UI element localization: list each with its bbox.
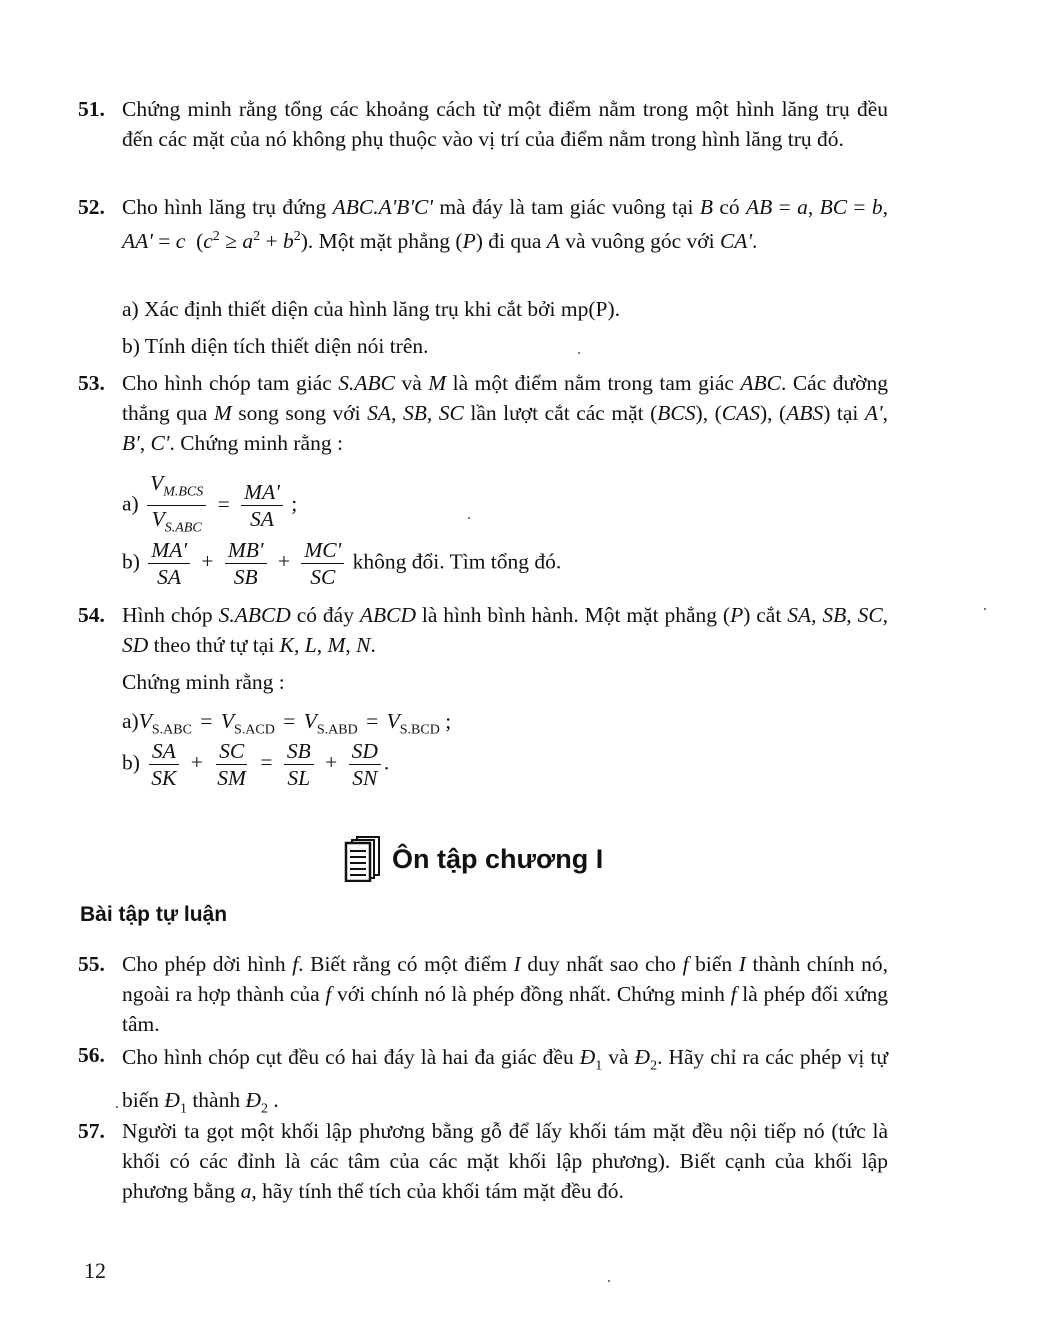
problem-text: Cho hình chóp tam giác S.ABC và M là một điểm nằm trong tam giác ABC. Các đường thẳng qua M song song với SA, SB, SC lần lượt cắt các mặt (BCS), (CAS), (ABS) tại A', B', C'. Chứng minh rằng : <box>122 371 889 455</box>
problem-52-part-a <box>78 294 888 324</box>
problem-57 <box>78 1116 888 1206</box>
problem-text: Cho phép dời hình f. Biết rằng có một điểm I duy nhất sao cho f biến I thành chính nó, ngoài ra hợp thành của f với chính nó là phép đồng nhất. Chứng minh f là phép đối xứng tâm. <box>122 952 889 1036</box>
formula-b: b) $\frac{MA'}{SA}$ + $\frac{MB'}{SB}$ + $\frac{MC'}{SC}$ không đổi. Tìm tổng đó. <box>122 538 562 589</box>
scan-speck <box>608 1280 610 1282</box>
scan-speck <box>116 1106 118 1108</box>
formula-a: a) $\frac{V_{M.BCS}}{V_{S.ABC}}$ = $\frac{MA'}{SA}$ ; <box>122 471 298 536</box>
problem-54 <box>78 600 888 660</box>
section-subheading: Bài tập tự luận <box>80 903 228 926</box>
problem-text: Cho hình chóp cụt đều có hai đáy là hai đa giác đều $Đ_1$ và $Đ_2$. Hãy chỉ ra các phép vị tự biến $Đ_1$ thành $Đ_2$ . <box>122 1045 888 1117</box>
problem-52 <box>78 192 888 256</box>
problem-54-prove <box>78 667 888 697</box>
problem-text: Người ta gọt một khối lập phương bằng gỗ để lấy khối tám mặt đều nội tiếp nó (tức là khối có các đỉnh là các tâm của các mặt khối lập phương). Biết cạnh của khối lập phương bằng a, hãy tính thể tích của khối tám mặt đều đó. <box>122 1119 888 1203</box>
formula-b-tail: không đổi. Tìm tổng đó. <box>352 549 562 574</box>
problem-56 <box>78 1040 888 1127</box>
problem-51 <box>78 94 888 154</box>
problem-number: 52. <box>78 195 105 219</box>
problem-53-part-b <box>78 537 888 590</box>
prove-text: Chứng minh rằng : <box>122 670 285 694</box>
problem-number: 55. <box>78 952 105 976</box>
problem-text: Chứng minh rằng tổng các khoảng cách từ một điểm nằm trong một hình lăng trụ đều đến các mặt của nó không phụ thuộc vào vị trí của điểm nằm trong hình lăng trụ đó. <box>122 97 888 151</box>
problem-number: 54. <box>78 603 105 627</box>
scan-speck <box>468 517 470 519</box>
problem-53-part-a <box>78 470 888 542</box>
problem-55 <box>78 949 888 1039</box>
part-a-text: a) Xác định thiết diện của hình lăng trụ khi cắt bởi mp(P). <box>122 297 620 321</box>
part-b-text: b) Tính diện tích thiết diện nói trên. <box>122 334 429 358</box>
document-stack-icon <box>344 836 382 882</box>
problem-54-part-b <box>78 738 888 791</box>
problem-number: 56. <box>78 1043 105 1067</box>
problem-number: 51. <box>78 97 105 121</box>
problem-text: Hình chóp S.ABCD có đáy ABCD là hình bình hành. Một mặt phẳng (P) cắt SA, SB, SC, SD theo thứ tự tại K, L, M, N. <box>122 603 889 657</box>
formula-a: $a)V_{S.ABC} = V_{S.ACD} = V_{S.ABD} = V_{S.BCD}$ ; <box>122 709 452 738</box>
page-number: 12 <box>84 1258 106 1283</box>
problem-number: 53. <box>78 371 105 395</box>
chapter-review-heading <box>344 836 603 882</box>
problem-text: Cho hình lăng trụ đứng ABC.A'B'C' mà đáy là tam giác vuông tại B có AB = a, BC = b, AA' = c $(c^2 \ge a^2 + b^2)$. Một mặt phẳng (P) đi qua A và vuông góc với CA'. <box>122 195 888 254</box>
scan-speck <box>984 608 986 610</box>
problem-number: 57. <box>78 1119 105 1143</box>
problem-52-part-b <box>78 331 888 361</box>
formula-b: b) $\frac{SA}{SK}$ + $\frac{SC}{SM}$ = $\frac{SB}{SL}$ + $\frac{SD}{SN}$ . <box>122 739 390 790</box>
scan-speck <box>578 352 580 354</box>
chapter-title: Ôn tập chương I <box>392 843 604 874</box>
problem-53 <box>78 368 888 458</box>
